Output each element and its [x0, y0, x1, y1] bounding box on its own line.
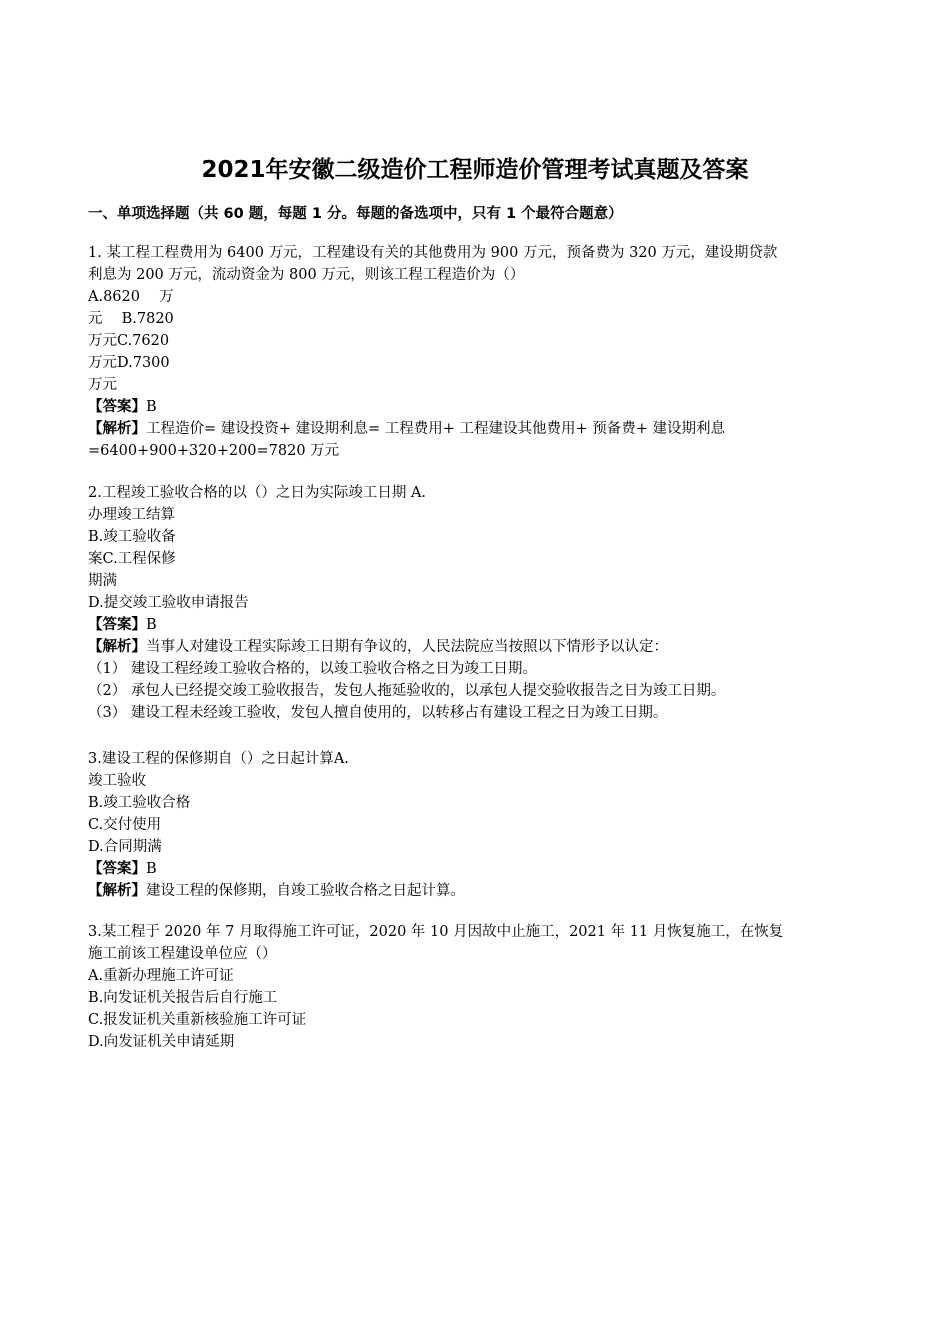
question-3 [88, 748, 863, 902]
option-line: D.提交竣工验收申请报告 [88, 595, 249, 611]
option-line: D.合同期满 [88, 839, 162, 855]
analysis-tag: 【解析】 [88, 883, 146, 899]
option-line: A.8620 万 [88, 289, 174, 305]
option-line: C.报发证机关重新核验施工许可证 [88, 1012, 307, 1028]
analysis-text: 工程造价= 建设投资+ 建设期利息= 工程费用+ 工程建设其他费用+ 预备费+ 建设期利息 [146, 421, 726, 437]
answer-line [88, 614, 863, 636]
analysis-line [88, 880, 863, 902]
analysis-text: 当事人对建设工程实际竣工日期有争议的，人民法院应当按照以下情形予以认定： [146, 639, 668, 655]
question-4 [88, 921, 863, 1053]
question-stem-line: 3.某工程于 2020 年 7 月取得施工许可证，2020 年 10 月因故中止施工，2021 年 11 月恢复施工，在恢复 [88, 924, 784, 940]
answer-line [88, 396, 863, 418]
answer-line [88, 858, 863, 880]
question-stem-line: 3.建设工程的保修期自（）之日起计算A. [88, 751, 349, 767]
question-2 [88, 482, 863, 724]
question-stem-line: 1. 某工程工程费用为 6400 万元，工程建设有关的其他费用为 900 万元，预备费为 320 万元，建设期贷款 [88, 245, 778, 261]
answer-value: B [146, 617, 157, 633]
option-line: 万元C.7620 [88, 333, 170, 349]
analysis-line: （1） 建设工程经竣工验收合格的，以竣工验收合格之日为竣工日期。 [88, 661, 537, 677]
question-stem-line: 施工前该工程建设单位应（） [88, 946, 277, 962]
option-line: 办理竣工结算 [88, 507, 175, 523]
analysis-line [88, 418, 863, 440]
analysis-line: （3） 建设工程未经竣工验收，发包人擅自使用的，以转移占有建设工程之日为竣工日期。 [88, 705, 668, 721]
document-title: 2021年安徽二级造价工程师造价管理考试真题及答案 [201, 157, 749, 183]
option-line: A.重新办理施工许可证 [88, 968, 234, 984]
analysis-text: 建设工程的保修期，自竣工验收合格之日起计算。 [146, 883, 465, 899]
question-1 [88, 242, 863, 462]
option-line: 万元 [88, 377, 117, 393]
analysis-tag: 【解析】 [88, 639, 146, 655]
question-stem-line: 2.工程竣工验收合格的以（）之日为实际竣工日期 A. [88, 485, 427, 501]
option-line: C.交付使用 [88, 817, 162, 833]
analysis-line: =6400+900+320+200=7820 万元 [88, 443, 340, 459]
option-line: 案C.工程保修 [88, 551, 176, 567]
analysis-tag: 【解析】 [88, 421, 146, 437]
option-line: 万元D.7300 [88, 355, 170, 371]
option-line: D.向发证机关申请延期 [88, 1034, 235, 1050]
option-line: 期满 [88, 573, 117, 589]
option-line: B.竣工验收备 [88, 529, 176, 545]
option-line: B.向发证机关报告后自行施工 [88, 990, 278, 1006]
analysis-line: （2） 承包人已经提交竣工验收报告，发包人拖延验收的，以承包人提交验收报告之日为竣工日期。 [88, 683, 726, 699]
answer-value: B [146, 399, 157, 415]
question-stem-line: 利息为 200 万元，流动资金为 800 万元，则该工程工程造价为（） [88, 267, 525, 283]
option-line: 元 B.7820 [88, 311, 174, 327]
analysis-line [88, 636, 863, 658]
section-heading: 一、单项选择题（共 60 题，每题 1 分。每题的备选项中，只有 1 个最符合题意） [88, 206, 623, 222]
option-line: 竣工验收 [88, 773, 146, 789]
answer-tag: 【答案】 [88, 399, 146, 415]
answer-value: B [146, 861, 157, 877]
answer-tag: 【答案】 [88, 617, 146, 633]
answer-tag: 【答案】 [88, 861, 146, 877]
option-line: B.竣工验收合格 [88, 795, 191, 811]
